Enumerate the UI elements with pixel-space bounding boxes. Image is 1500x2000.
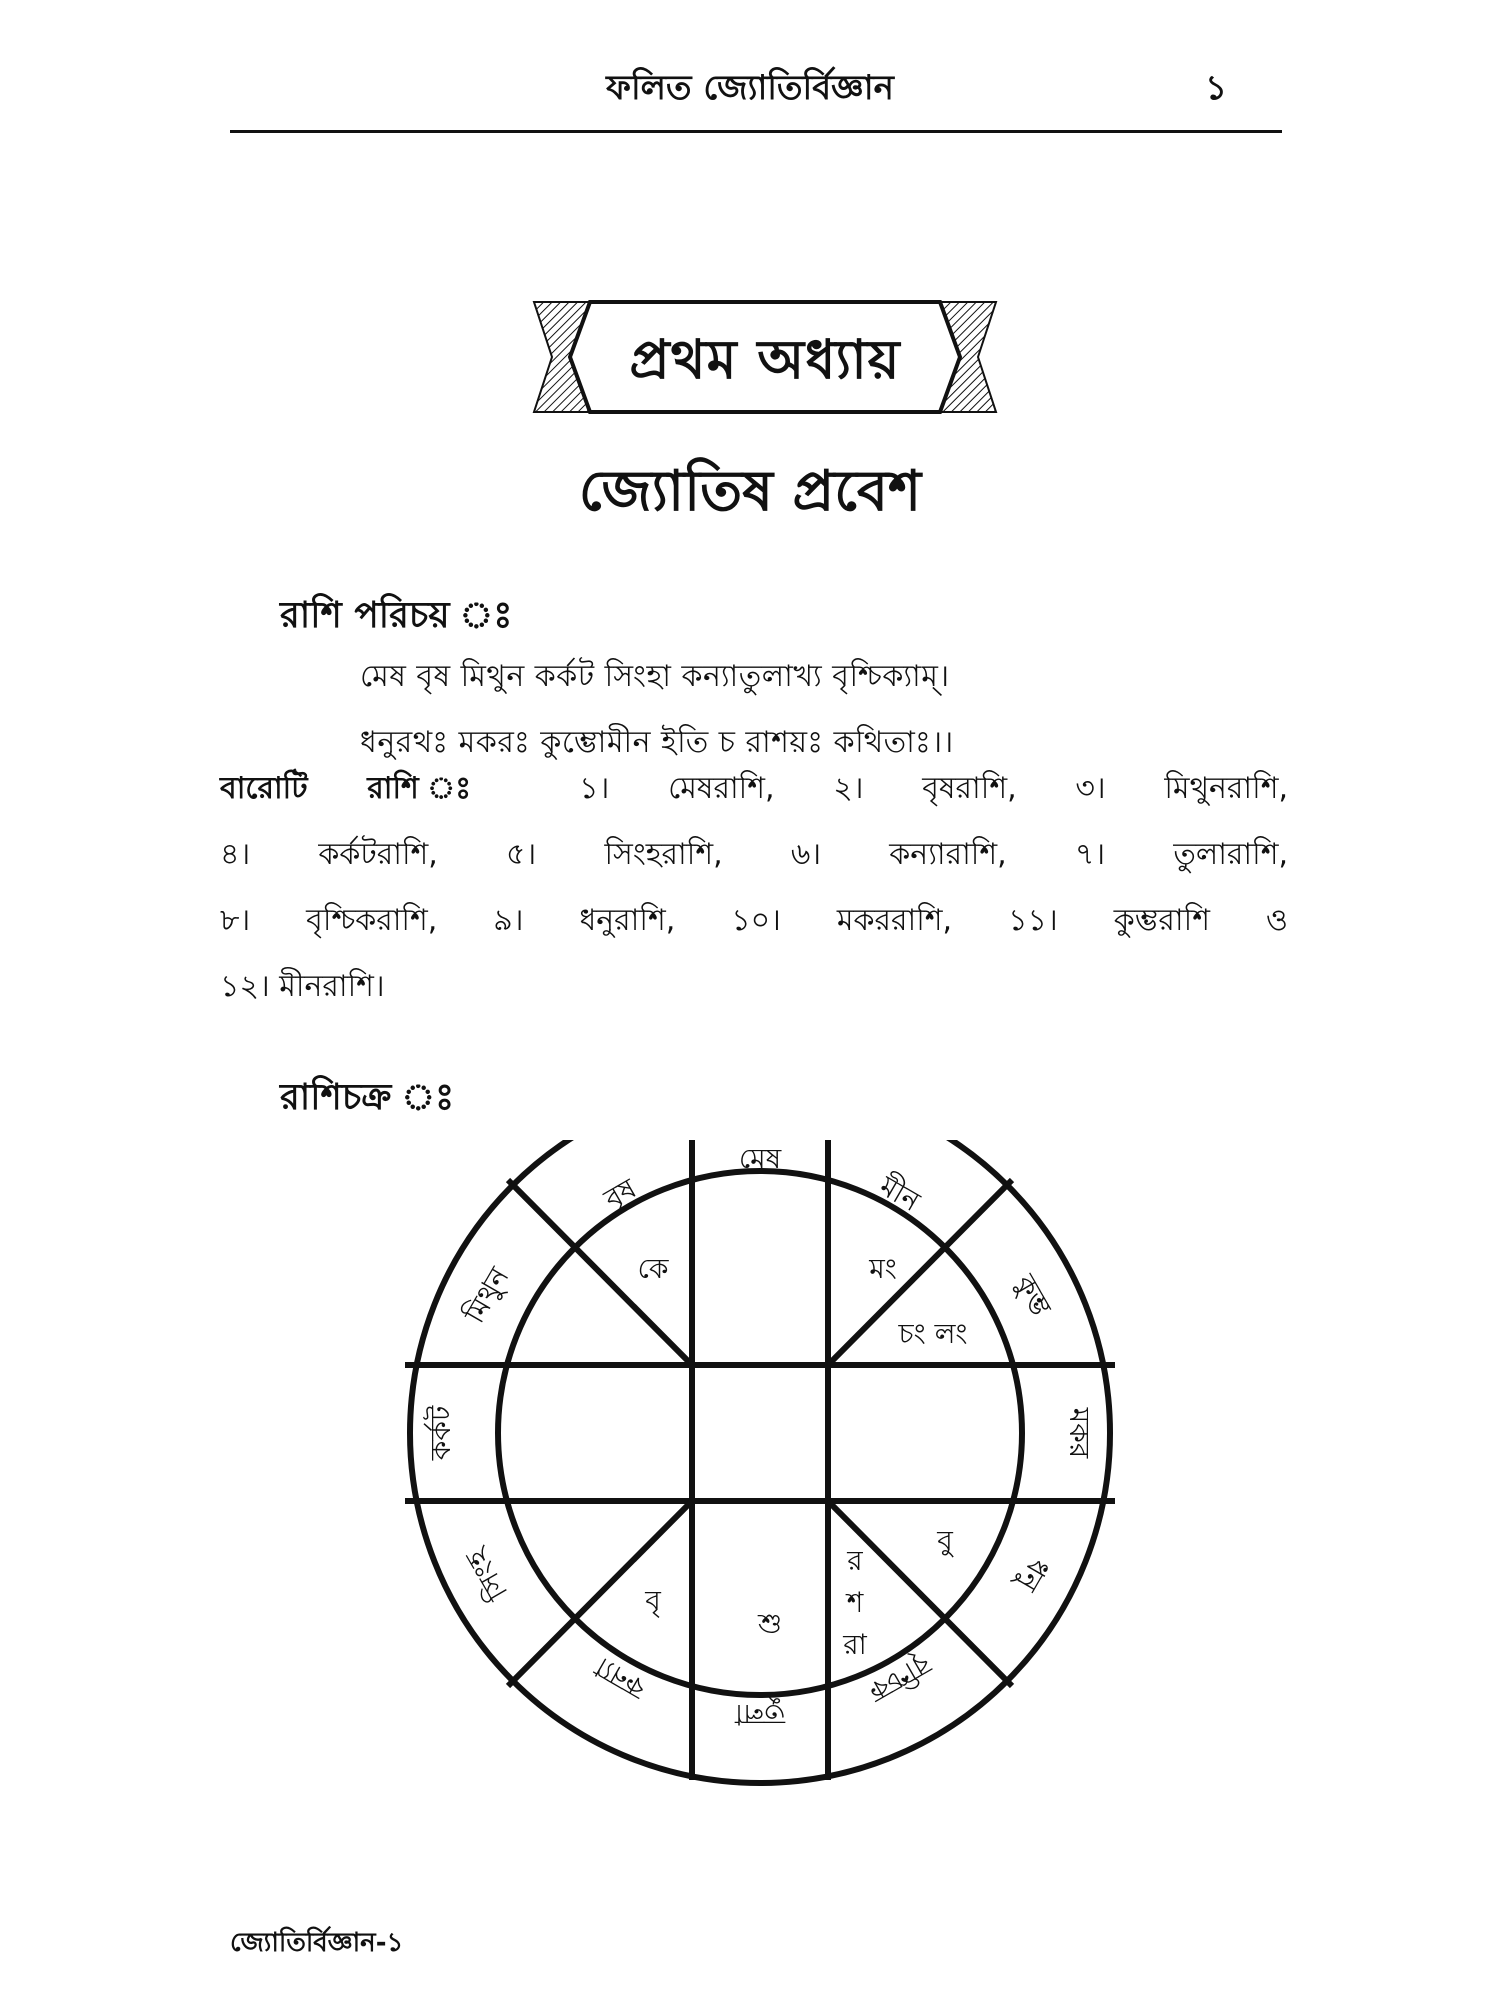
planet-ravi: র bbox=[847, 1544, 863, 1577]
paragraph-line-2: ৪। কর্কটরাশি, ৫। সিংহরাশি, ৬। কন্যারাশি, ৭। তুলারাশি, bbox=[220, 837, 1288, 872]
page-number: ১ bbox=[1205, 68, 1228, 108]
running-head bbox=[0, 62, 1500, 122]
zodiac-wheel bbox=[405, 1140, 1115, 1890]
sign-right: মকর bbox=[1063, 1407, 1096, 1459]
paragraph-line-1-text: ১। মেষরাশি, ২। বৃষরাশি, ৩। মিথুনরাশি, bbox=[579, 771, 1288, 806]
planet-budh: বু bbox=[937, 1524, 953, 1557]
sign-top: মেষ bbox=[738, 1142, 782, 1175]
planet-mangal: মং bbox=[869, 1252, 897, 1285]
sign-bottom-right: বৃশ্চিক bbox=[863, 1647, 937, 1709]
wheel-diag-lower-left bbox=[508, 1501, 692, 1686]
sign-left: কর্কট bbox=[424, 1405, 457, 1461]
planet-chandra-lagna: চং লং bbox=[898, 1317, 968, 1350]
wheel-outer-circle bbox=[410, 1140, 1110, 1783]
chapter-title: জ্যোতিষ প্রবেশ bbox=[578, 459, 922, 524]
sloka-line-2: ধনুরথঃ মকরঃ কুম্ভোমীন ইতি চ রাশয়ঃ কথিতাঃ।। bbox=[360, 725, 954, 760]
footer-signature: জ্যোতির্বিজ্ঞান-১ bbox=[230, 1928, 404, 1958]
paragraph-line-3: ৮। বৃশ্চিকরাশি, ৯। ধনুরাশি, ১০। মকররাশি, ১১। কুম্ভরাশি ও bbox=[220, 903, 1288, 938]
sign-top-left: বৃষ bbox=[598, 1171, 642, 1216]
section-heading-rashi-porichoy: রাশি পরিচয় ঃ bbox=[280, 595, 513, 636]
planet-shani: শ bbox=[846, 1586, 864, 1619]
header-rule bbox=[230, 130, 1282, 133]
section-heading-rashichakra: রাশিচক্র ঃ bbox=[280, 1077, 455, 1118]
sign-bottom: তুলা bbox=[735, 1698, 785, 1731]
planet-ketu: কে bbox=[637, 1252, 669, 1285]
sign-upper-right: কুম্ভ bbox=[1008, 1268, 1058, 1322]
paragraph-line-1 bbox=[220, 756, 1288, 822]
sign-bottom-left: কন্যা bbox=[589, 1650, 652, 1706]
sign-upper-left: মিথুন bbox=[457, 1261, 516, 1329]
sloka-line-1: মেষ বৃষ মিথুন কর্কট সিংহা কন্যাতুলাখ্য বৃশ্চিক্যাম্। bbox=[360, 659, 950, 694]
chapter-banner-text: প্রথম অধ্যায় bbox=[629, 328, 901, 391]
paragraph-line-4: ১২। মীনরাশি। bbox=[220, 969, 385, 1004]
twelve-rashi-label: বারোটি রাশি ঃ bbox=[220, 771, 521, 806]
planet-shukra: শু bbox=[757, 1607, 783, 1640]
sign-lower-left: সিংহ bbox=[459, 1543, 515, 1607]
planet-brihaspati: বৃ bbox=[645, 1584, 661, 1617]
planet-rahu: রা bbox=[843, 1628, 867, 1661]
sign-lower-right: ধনু bbox=[1010, 1552, 1056, 1598]
chapter-banner bbox=[530, 298, 1000, 416]
running-title: ফলিত জ্যোতির্বিজ্ঞান bbox=[606, 68, 894, 108]
sign-top-right: মীন bbox=[874, 1169, 926, 1219]
twelve-rashi-paragraph bbox=[220, 756, 1288, 1020]
